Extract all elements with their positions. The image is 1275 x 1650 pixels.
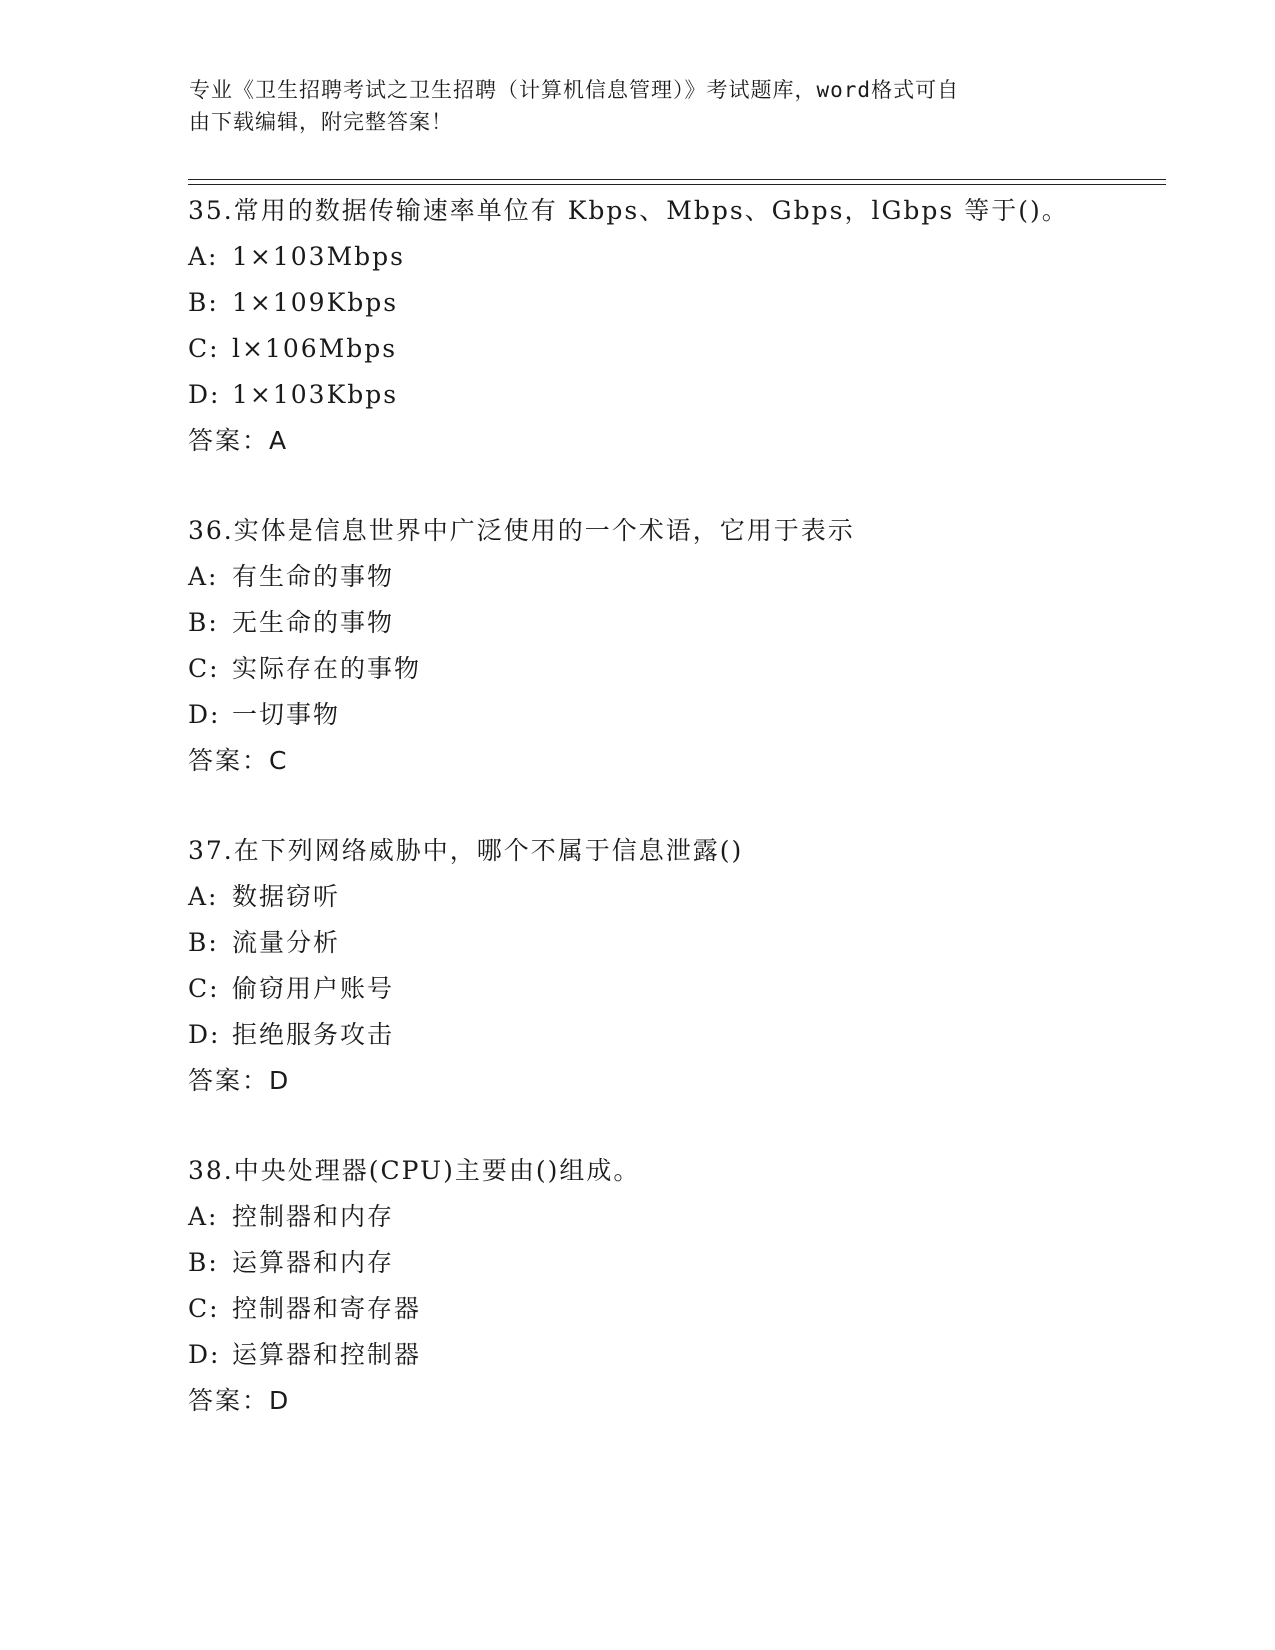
header-line-2: 由下载编辑，附完整答案！ [189,110,453,134]
header-line-1: 专业《卫生招聘考试之卫生招聘（计算机信息管理）》考试题库，word格式可自 [189,78,960,102]
option-text: 数据窃听 [232,882,341,911]
header-divider-bottom [188,184,1166,185]
header-divider-top [188,179,1166,180]
option-text: 1×109Kbps [232,288,399,317]
option-key: D: [188,1020,221,1049]
option-text: l×106Mbps [232,334,398,363]
option-d [188,692,1168,738]
option-text: 1×103Mbps [232,242,406,271]
option-text: 流量分析 [232,928,341,957]
question-stem: 38.中央处理器(CPU)主要由()组成。 [188,1156,641,1185]
option-a [188,554,1168,600]
option-c [188,1286,1168,1332]
option-text: 实际存在的事物 [232,654,422,683]
option-key: A: [188,1202,219,1231]
option-key: D: [188,700,221,729]
question-37 [188,828,1168,1104]
option-text: 偷窃用户账号 [232,974,395,1003]
option-key: B: [188,288,219,317]
option-c [188,966,1168,1012]
option-key: D: [188,1340,221,1369]
option-key: B: [188,1248,219,1277]
option-c [188,646,1168,692]
option-c [188,326,1168,372]
option-b [188,920,1168,966]
option-key: C: [188,974,220,1003]
option-key: C: [188,334,220,363]
question-stem: 35.常用的数据传输速率单位有 Kbps、Mbps、Gbps，lGbps 等于()。 [188,196,1069,225]
option-b [188,280,1168,326]
option-key: D: [188,380,221,409]
option-text: 一切事物 [232,700,341,729]
option-d [188,1332,1168,1378]
question-36 [188,508,1168,784]
option-text: 拒绝服务攻击 [232,1020,395,1049]
answer-line: 答案：A [188,426,289,455]
option-text: 控制器和寄存器 [232,1294,422,1323]
question-35 [188,188,1168,464]
option-key: C: [188,1294,220,1323]
option-key: A: [188,242,219,271]
option-a [188,1194,1168,1240]
option-a [188,874,1168,920]
answer-line: 答案：D [188,1386,291,1415]
option-text: 无生命的事物 [232,608,395,637]
question-38 [188,1148,1168,1424]
answer-line: 答案：D [188,1066,291,1095]
question-stem: 37.在下列网络威胁中，哪个不属于信息泄露() [188,836,744,865]
option-text: 运算器和内存 [232,1248,395,1277]
option-text: 1×103Kbps [232,380,399,409]
option-key: B: [188,608,219,637]
question-stem: 36.实体是信息世界中广泛使用的一个术语，它用于表示 [188,516,855,545]
option-key: A: [188,562,219,591]
option-key: A: [188,882,219,911]
option-d [188,372,1168,418]
option-key: B: [188,928,219,957]
option-b [188,1240,1168,1286]
option-text: 控制器和内存 [232,1202,395,1231]
option-text: 运算器和控制器 [232,1340,422,1369]
option-text: 有生命的事物 [232,562,395,591]
answer-line: 答案：C [188,746,289,775]
option-d [188,1012,1168,1058]
option-key: C: [188,654,220,683]
document-header [189,74,1089,138]
option-b [188,600,1168,646]
option-a [188,234,1168,280]
